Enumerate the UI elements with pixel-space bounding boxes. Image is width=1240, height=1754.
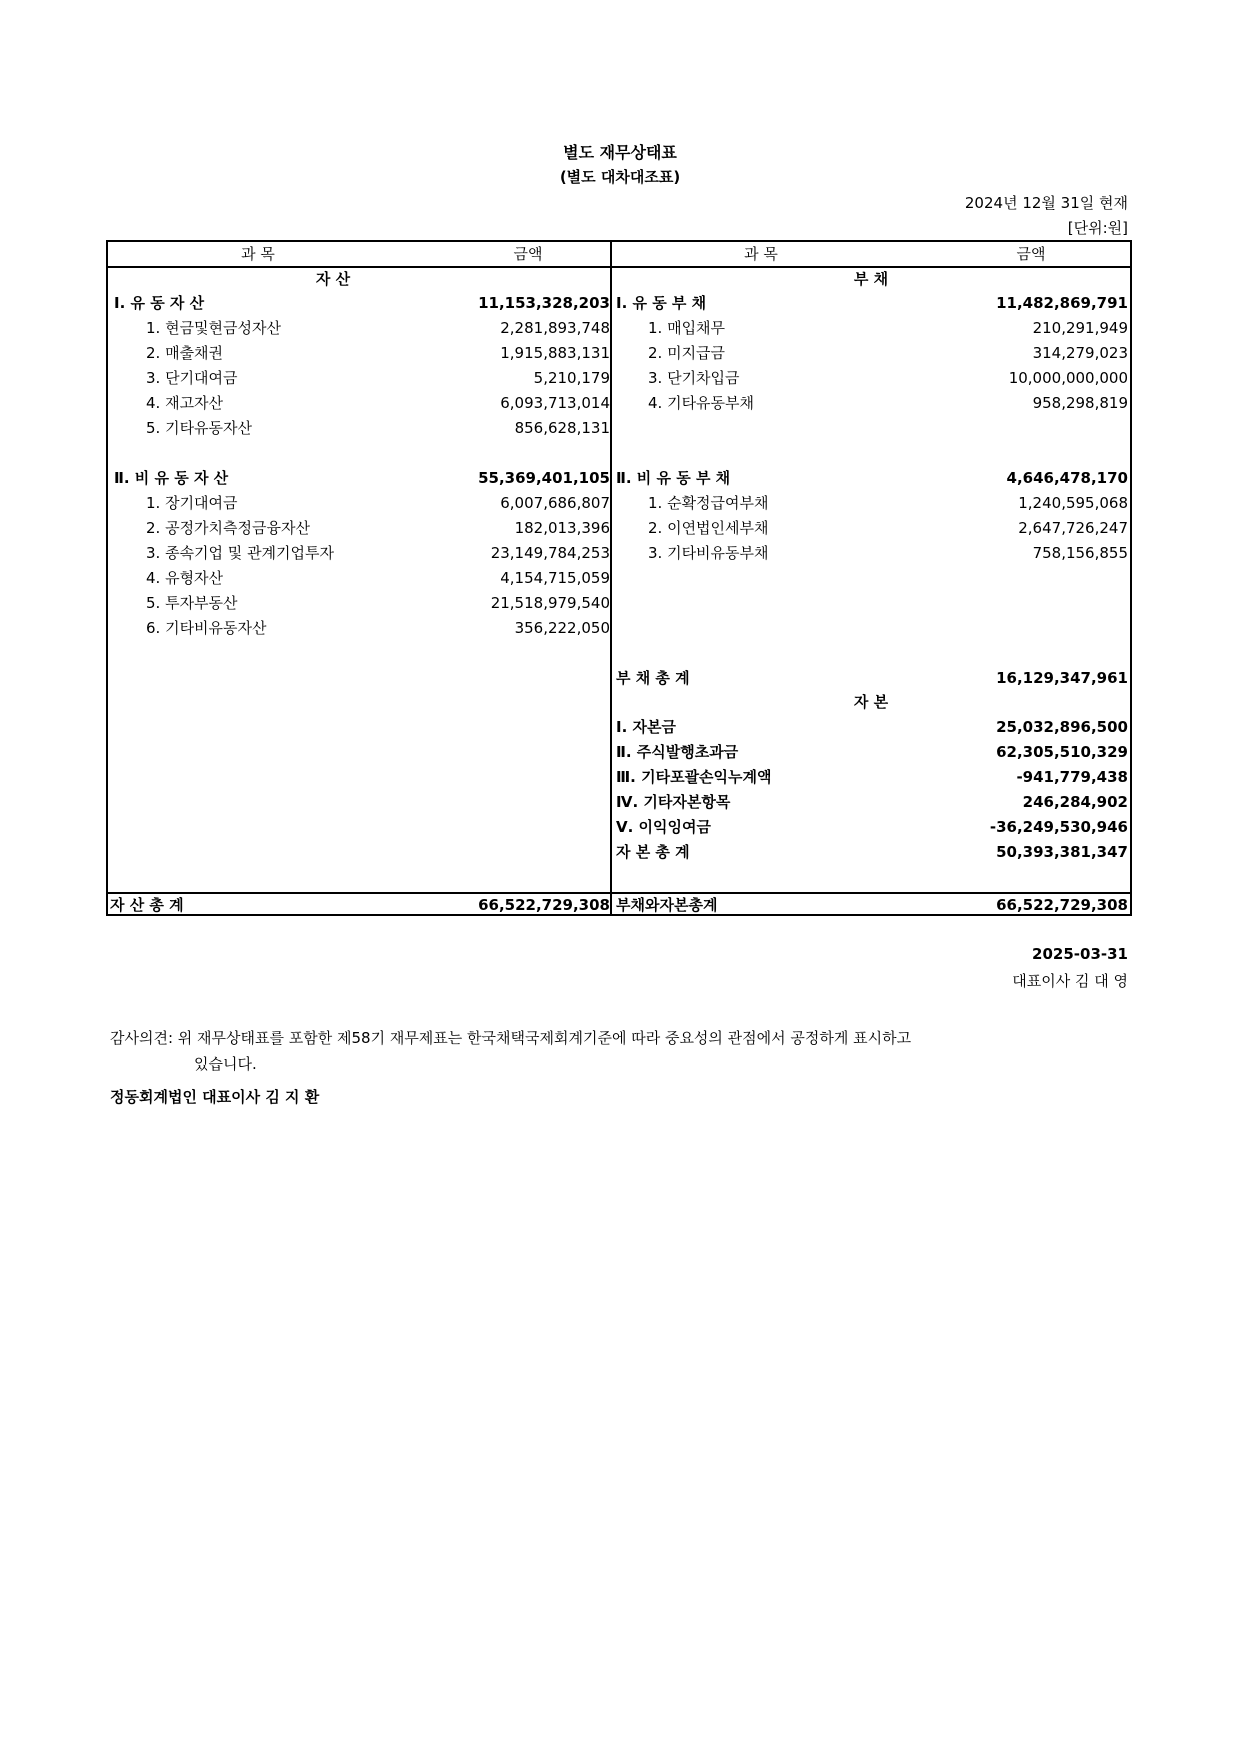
document-subtitle: (별도 대차대조표) [559, 168, 681, 186]
left-header-row [108, 242, 610, 266]
list-item: 1. 현금및현금성자산 2,281,893,748 [146, 319, 610, 337]
total-liabilities-equity-row: 부채와자본총계 66,522,729,308 [616, 896, 1128, 914]
list-item: 1. 순확정급여부채 1,240,595,068 [648, 494, 1128, 512]
list-item: 2. 미지급금 314,279,023 [648, 344, 1128, 362]
list-item: 6. 기타비유동자산 356,222,050 [146, 619, 610, 637]
list-item: Ⅳ. 기타자본항목 246,284,902 [616, 793, 1128, 811]
list-item: 2. 이연법인세부채 2,647,726,247 [648, 519, 1128, 537]
auditor-signature: 정동회계법인 대표이사 김 지 환 [110, 1088, 320, 1106]
current-assets-row: Ⅰ. 유 동 자 산 11,153,328,203 [114, 294, 610, 312]
total-liabilities-row: 부 채 총 계 16,129,347,961 [616, 669, 1128, 687]
liabilities-section-label: 부 채 [853, 270, 889, 288]
assets-section-label: 자 산 [315, 270, 351, 288]
list-item: 4. 유형자산 4,154,715,059 [146, 569, 610, 587]
list-item: 3. 기타비유동부채 758,156,855 [648, 544, 1128, 562]
header-subject: 과 목 [744, 245, 778, 263]
document-title: 별도 재무상태표 [563, 143, 677, 162]
total-equity-row: 자 본 총 계 50,393,381,347 [616, 843, 1128, 861]
noncurrent-liabilities-row: Ⅱ. 비 유 동 부 채 4,646,478,170 [616, 469, 1128, 487]
list-item: 1. 매입채무 210,291,949 [648, 319, 1128, 337]
list-item: 1. 장기대여금 6,007,686,807 [146, 494, 610, 512]
total-assets-row: 자 산 총 계 66,522,729,308 [110, 896, 610, 914]
list-item: Ⅲ. 기타포괄손익누계액 -941,779,438 [616, 768, 1128, 786]
list-item: 4. 기타유동부채 958,298,819 [648, 394, 1128, 412]
audit-opinion-line: 감사의견: 위 재무상태표를 포함한 제58기 재무제표는 한국채택국제회계기준에 따라 중요성의 관점에서 공정하게 표시하고 [110, 1029, 912, 1047]
list-item: Ⅰ. 자본금 25,032,896,500 [616, 718, 1128, 736]
as-of-date: 2024년 12월 31일 현재 [964, 194, 1128, 212]
column-divider [610, 242, 612, 914]
header-amount: 금액 [513, 245, 543, 263]
list-item: 3. 단기대여금 5,210,179 [146, 369, 610, 387]
right-header-row [611, 242, 1131, 266]
audit-opinion-line: 있습니다. [194, 1055, 257, 1073]
noncurrent-assets-row: Ⅱ. 비 유 동 자 산 55,369,401,105 [114, 469, 610, 487]
header-amount: 금액 [1016, 245, 1046, 263]
current-liabilities-row: Ⅰ. 유 동 부 채 11,482,869,791 [616, 294, 1128, 312]
list-item: 5. 투자부동산 21,518,979,540 [146, 594, 610, 612]
header-subject: 과 목 [241, 245, 275, 263]
report-date: 2025-03-31 [1032, 945, 1128, 963]
list-item: 3. 종속기업 및 관계기업투자 23,149,784,253 [146, 544, 610, 562]
unit-label: [단위:원] [1067, 219, 1128, 237]
list-item: 2. 매출채권 1,915,883,131 [146, 344, 610, 362]
ceo-signature: 대표이사 김 대 영 [1012, 972, 1128, 990]
list-item: 2. 공정가치측정금융자산 182,013,396 [146, 519, 610, 537]
equity-section-label: 자 본 [853, 693, 889, 711]
audit-opinion [110, 1025, 1140, 1077]
list-item: Ⅴ. 이익잉여금 -36,249,530,946 [616, 818, 1128, 836]
list-item: 5. 기타유동자산 856,628,131 [146, 419, 610, 437]
balance-sheet-table [106, 240, 1132, 916]
list-item: Ⅱ. 주식발행초과금 62,305,510,329 [616, 743, 1128, 761]
list-item: 3. 단기차입금 10,000,000,000 [648, 369, 1128, 387]
list-item: 4. 재고자산 6,093,713,014 [146, 394, 610, 412]
